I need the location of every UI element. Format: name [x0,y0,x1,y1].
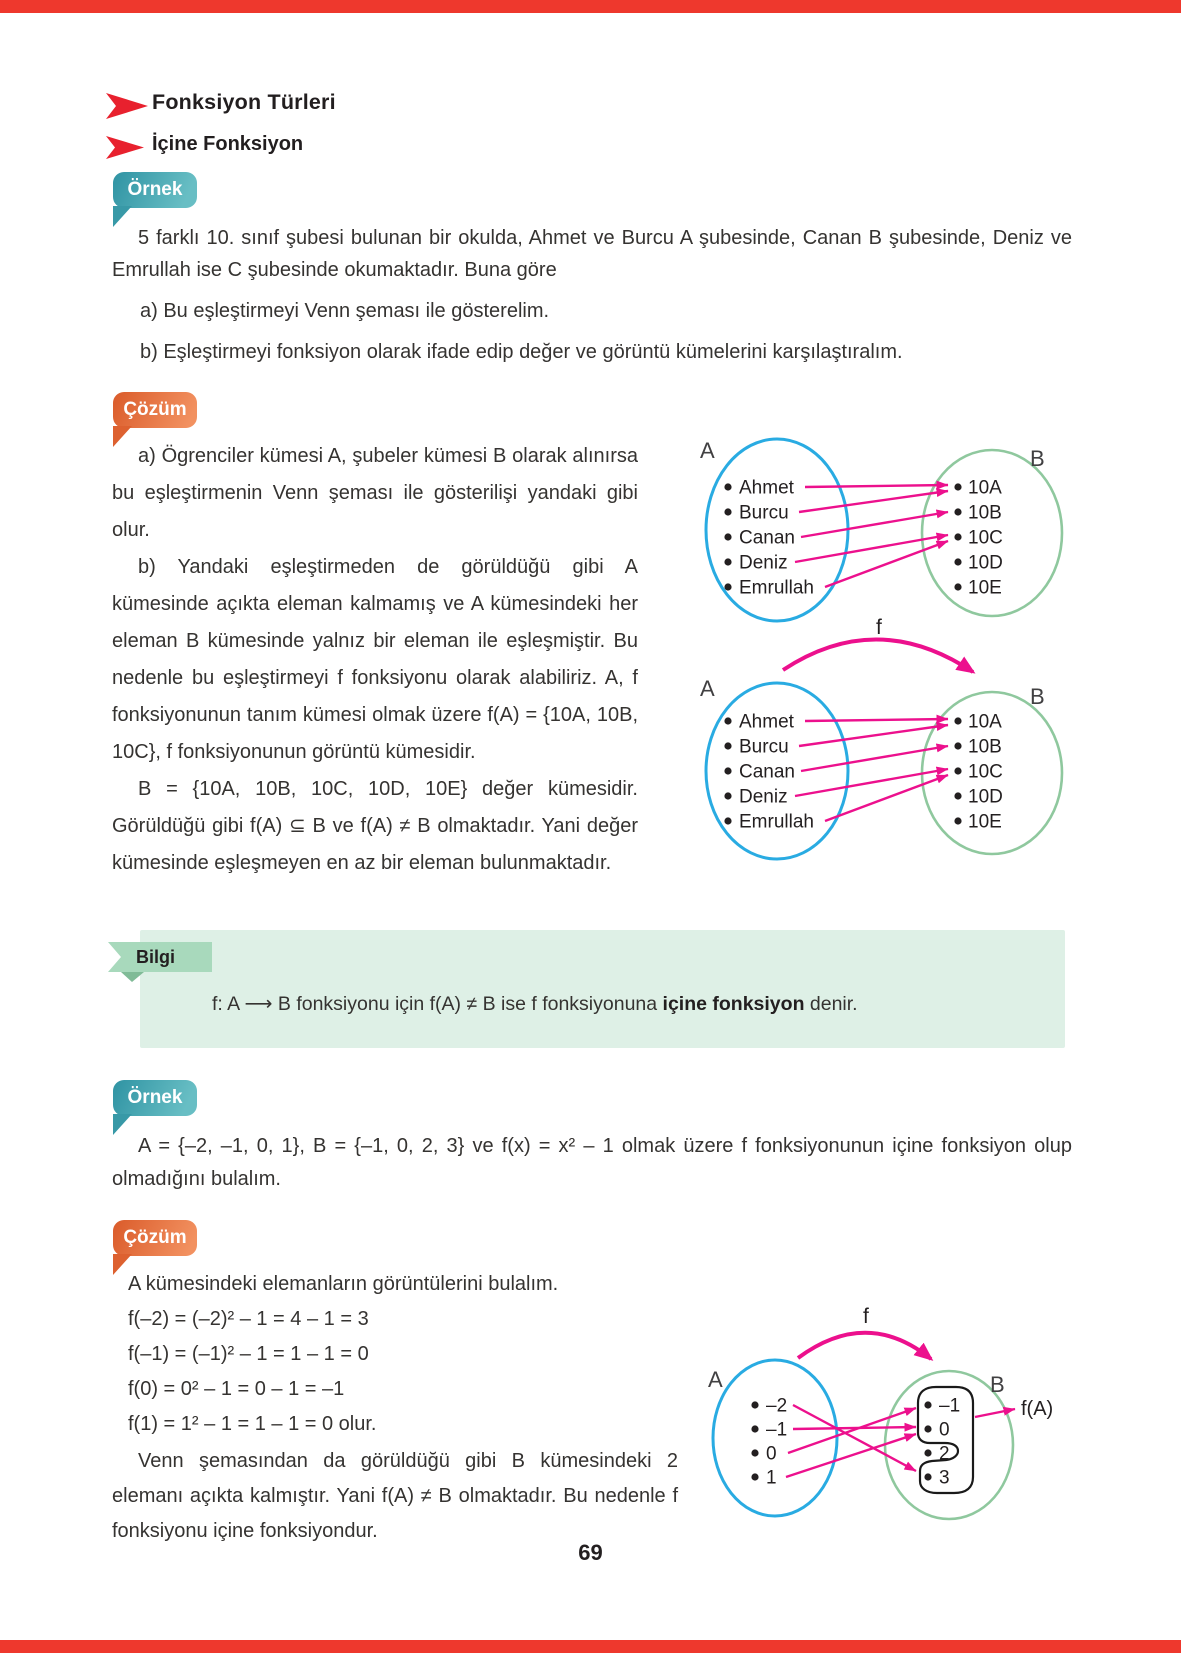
section-title: Fonksiyon Türleri [152,90,336,114]
ornek-badge: Örnek [113,1080,197,1116]
set-b-items [954,478,1002,599]
set-b-items [954,712,1002,833]
info-prefix: f: A ⟶ B fonksiyonu için f(A) ≠ B ise f fonksiyonuna [212,993,663,1015]
ornek-badge: Örnek [113,172,197,208]
example1-block [112,222,1072,368]
example1-item-b: b) Eşleştirmeyi fonksiyon olarak ifade edip değer ve görüntü kümelerini karşılaştıralım. [140,341,903,363]
solution1-block [112,438,638,882]
red-flag-icon [106,135,144,160]
subsection-title: İçine Fonksiyon [152,133,304,155]
example1-item-a: a) Bu eşleştirmeyi Venn şeması ile gösterelim. [140,300,550,322]
f-function-arrow [783,639,973,672]
red-flag-icon [106,92,148,120]
svg-text:0: 0 [766,1443,777,1465]
svg-text:0: 0 [939,1419,950,1441]
solution1-para-c: B = {10A, 10B, 10C, 10D, 10E} değer kümesidir. Görüldüğü gibi f(A) ⊆ B ve f(A) ≠ B olmaktadır. Yani değer kümesinde eşleşmeyen en az bir eleman bulunmaktadır. [112,778,638,874]
mapping-arrows [795,485,948,587]
mapping-arrows [795,719,948,821]
svg-text:Burcu: Burcu [739,502,789,524]
example1-intro: 5 farklı 10. sınıf şubesi bulunan bir okulda, Ahmet ve Burcu A şubesinde, Canan B şubesinde, Deniz ve Emrullah ise C şubesinde okumaktadır. Buna göre [112,227,1072,281]
svg-text:Emrullah: Emrullah [739,811,814,833]
svg-text:10E: 10E [968,811,1002,833]
set-a-items [724,478,814,599]
set-a-label: A [700,438,715,463]
set-b-label: B [1030,446,1045,471]
calc-line: f(–2) = (–2)² – 1 = 4 – 1 = 3 [128,1308,369,1330]
svg-text:10C: 10C [968,761,1003,783]
set-a-label: A [708,1367,723,1392]
set-b-label: B [1030,684,1045,709]
svg-text:–1: –1 [939,1395,961,1417]
svg-text:Ahmet: Ahmet [739,711,794,733]
svg-text:–2: –2 [766,1395,788,1417]
svg-text:Deniz: Deniz [739,552,788,574]
calc-line: f(0) = 0² – 1 = 0 – 1 = –1 [128,1378,345,1400]
svg-text:3: 3 [939,1467,950,1489]
set-b-label: B [990,1372,1005,1397]
set-a-items [751,1396,787,1489]
calc-line: f(1) = 1² – 1 = 1 – 1 = 0 olur. [128,1413,377,1435]
set-a-items [724,712,814,833]
venn-diagram-2 [655,616,1080,866]
svg-text:1: 1 [766,1467,777,1489]
bottom-red-bar [0,1640,1181,1653]
cozum-badge: Çözüm [113,392,197,428]
cozum-badge: Çözüm [113,1220,197,1256]
f-function-arrow [798,1333,931,1359]
example2-text: A = {–2, –1, 0, 1}, B = {–1, 0, 2, 3} ve f(x) = x² – 1 olmak üzere f fonksiyonunun içine fonksiyon olup olmadığını bulalım. [112,1135,1072,1190]
venn-diagram-1 [655,408,1080,623]
solution1-para-a: a) Ögrenciler kümesi A, şubeler kümesi B olarak alınırsa bu eşleştirmenin Venn şeması ile gösterilişi yandaki gibi olur. [112,445,638,541]
info-suffix: denir. [804,993,858,1015]
page-number: 69 [578,1540,603,1565]
image-set-label: f(A) [1021,1398,1054,1420]
top-red-bar [0,0,1181,13]
svg-text:10B: 10B [968,736,1002,758]
svg-text:10E: 10E [968,577,1002,599]
info-box [140,930,1065,1048]
svg-text:2: 2 [939,1443,950,1465]
svg-text:–1: –1 [766,1419,788,1441]
svg-text:10C: 10C [968,527,1003,549]
svg-text:Deniz: Deniz [739,786,788,808]
svg-text:10B: 10B [968,502,1002,524]
info-sentence [212,992,858,1016]
solution2-intro: A kümesindeki elemanların görüntülerini bulalım. [128,1273,559,1295]
svg-text:Ahmet: Ahmet [739,477,794,499]
mapping-arrows [786,1405,916,1477]
set-a-label: A [700,676,715,701]
svg-text:Canan: Canan [739,761,795,783]
solution2-conclusion: Venn şemasından da görüldüğü gibi B kümesindeki 2 elemanı açıkta kalmıştır. Yani f(A) ≠ B olmaktadır. Bu nedenle f fonksiyonu içine fonksiyondur. [112,1450,678,1542]
solution2-block [112,1266,708,1549]
svg-text:10A: 10A [968,711,1002,733]
svg-text:Canan: Canan [739,527,795,549]
svg-text:10A: 10A [968,477,1002,499]
svg-text:10D: 10D [968,786,1003,808]
svg-text:Burcu: Burcu [739,736,789,758]
svg-text:10D: 10D [968,552,1003,574]
bilgi-badge: Bilgi [136,947,175,967]
venn-diagram-3 [660,1295,1080,1530]
f-label: f [863,1305,869,1328]
calc-line: f(–1) = (–1)² – 1 = 1 – 1 = 0 [128,1343,369,1365]
info-bold-term: içine fonksiyon [662,993,805,1015]
svg-text:Emrullah: Emrullah [739,577,814,599]
solution1-para-b: b) Yandaki eşleştirmeden de görüldüğü gibi A kümesinde açıkta eleman kalmamış ve A kümesindeki her eleman B kümesinde yalnız bir eleman ile eşleşmiştir. Bu nedenle bu eşleştirmeyi f fonksiyonu olarak alabiliriz. A, f fonksiyonunun tanım kümesi olmak üzere f(A) = {10A, 10B, 10C}, f fonksiyonunun görüntü kümesidir. [112,556,638,763]
f-label: f [876,616,882,639]
